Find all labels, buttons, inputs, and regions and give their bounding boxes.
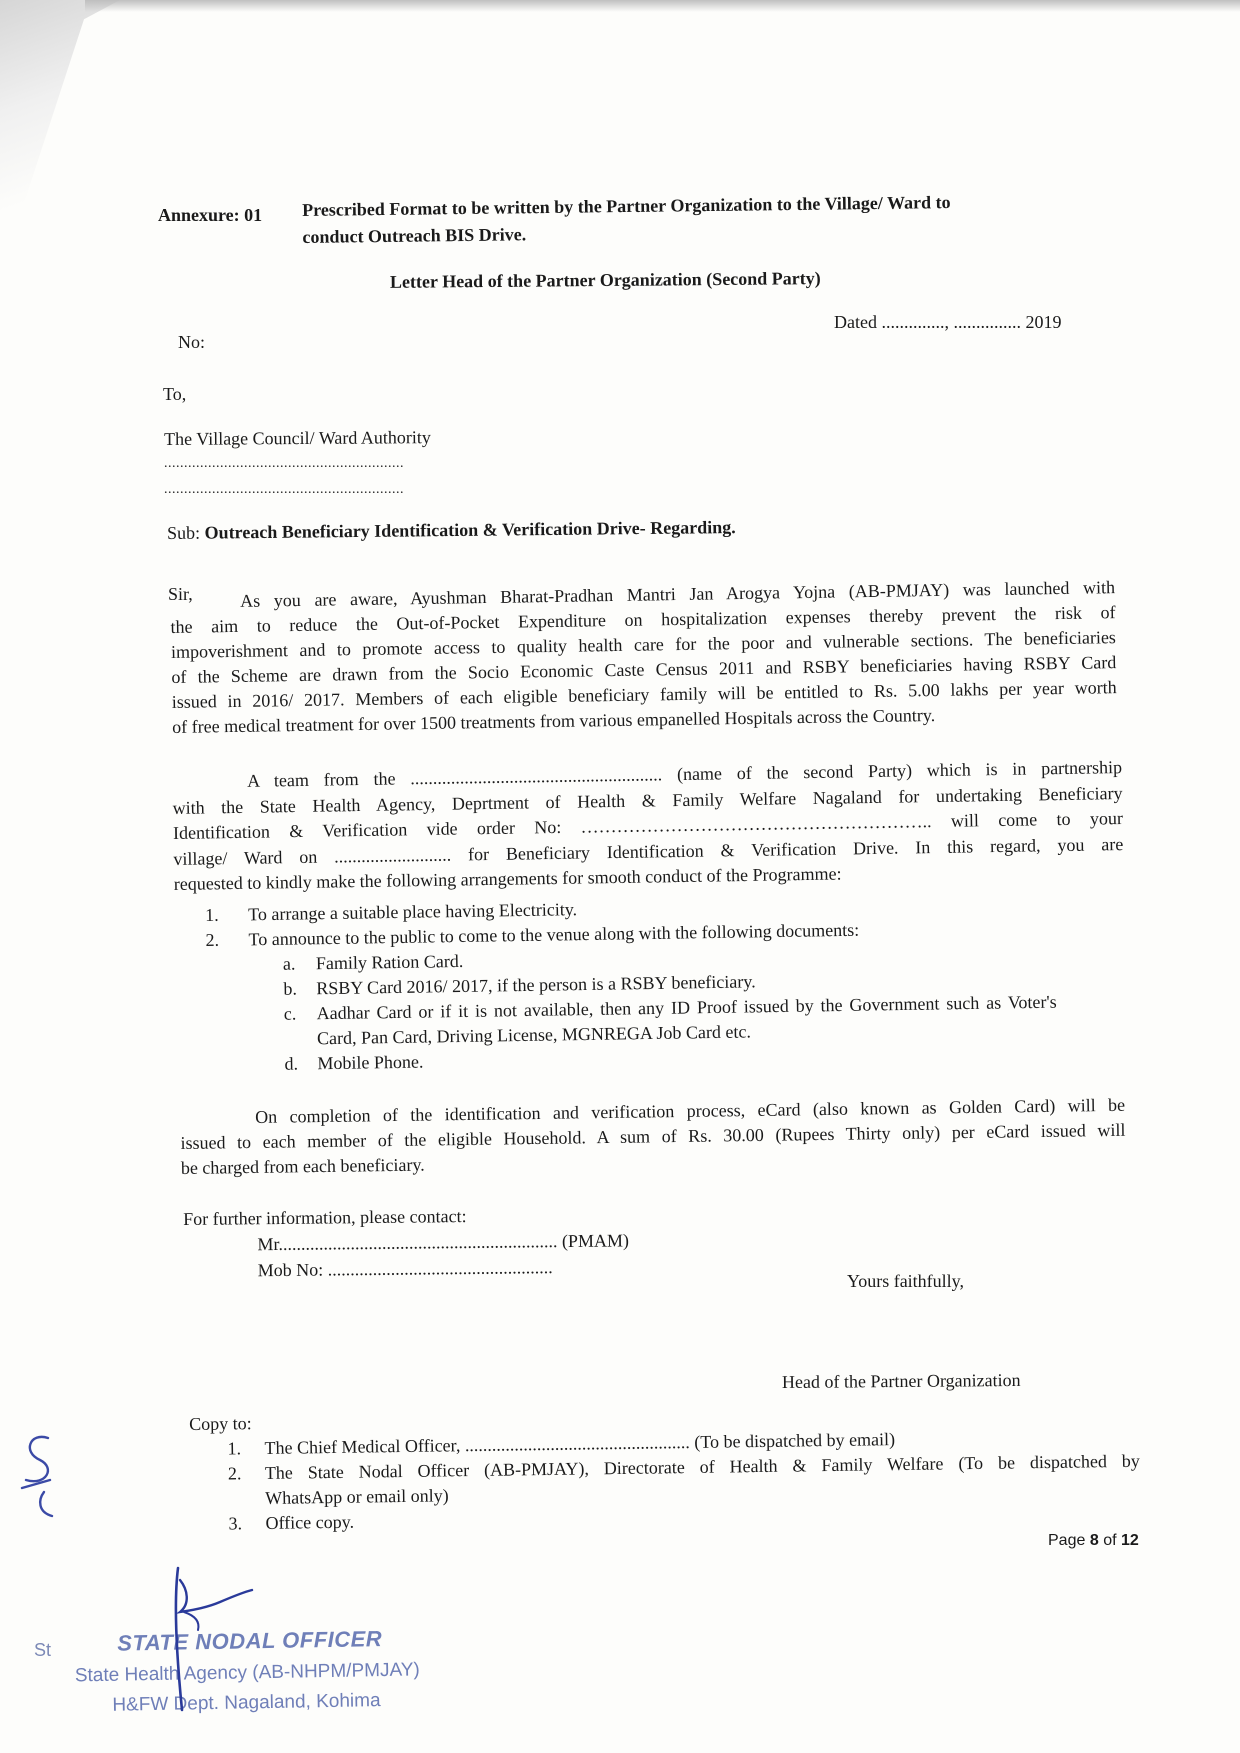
paragraph-3-line: issued to each member of the eligible Household. A sum of Rs. 30.00 (Rupees Thirty only) per eCard issued will	[180, 1119, 1126, 1153]
closing: Yours faithfully,	[847, 1271, 965, 1291]
list-item-number: 3.	[228, 1513, 243, 1534]
paragraph-1-line: As you are aware, Ayushman Bharat-Pradhan Mantri Jan Arogya Yojna (AB-PMJAY) was launched with	[240, 577, 1116, 611]
letterhead-title: Letter Head of the Partner Organization (Second Party)	[389, 268, 821, 292]
paragraph-2-line: village/ Ward on .......................... for Beneficiary Identification & Verification Drive. In this regard, you are	[173, 833, 1124, 869]
handwritten-margin-mark	[8, 1430, 68, 1520]
page-number	[1048, 1532, 1139, 1550]
to-line: To,	[163, 384, 187, 404]
paragraph-1-line: of the Scheme are drawn from the Socio Economic Caste Census 2011 and RSBY beneficiaries having RSBY Card	[171, 652, 1117, 687]
list-item-number: 1.	[205, 904, 219, 925]
arrangements-list	[205, 890, 1058, 1078]
list-item-text-line: WhatsApp or email only)	[265, 1485, 449, 1508]
paragraph-1-line: issued in 2016/ 2017. Members of each eligible beneficiary family will be entitled to Rs. 5.00 lakhs per year worth	[171, 677, 1117, 712]
list-item-letter: d.	[284, 1053, 299, 1074]
list-item-letter: c.	[283, 1003, 297, 1024]
paragraph-3	[180, 1093, 1126, 1181]
list-item-text: To arrange a suitable place having Electricity.	[248, 899, 578, 925]
list-item-text-line: Aadhar Card or if it is not available, then any ID Proof issued by the Government such as Voter's	[316, 991, 1057, 1024]
page-label: Page	[1048, 1532, 1086, 1549]
list-item-text: To announce to the public to come to the venue along with the following documents:	[248, 919, 860, 950]
list-item-letter: b.	[283, 978, 298, 999]
stamp-fragment: St	[34, 1640, 52, 1660]
paragraph-2	[172, 755, 1124, 897]
signatory: Head of the Partner Organization	[781, 1369, 1021, 1393]
scan-shadow-top	[85, 0, 1240, 12]
stamp-line-3: H&FW Dept. Nagaland, Kohima	[112, 1690, 381, 1716]
paragraph-1-line: the aim to reduce the Out-of-Pocket Expenditure on hospitalization expenses thereby prevent the risk of	[170, 602, 1116, 637]
list-item-letter: a.	[282, 953, 296, 974]
annexure-title-line1: Prescribed Format to be written by the Partner Organization to the Village/ Ward to	[302, 192, 951, 220]
contact-intro: For further information, please contact:	[183, 1206, 467, 1229]
address-blank-2: ............................................................	[164, 482, 404, 497]
subject-text: Outreach Beneficiary Identification & Verification Drive- Regarding.	[204, 517, 736, 543]
signature	[140, 1560, 260, 1730]
list-item-text: Family Ration Card.	[315, 950, 464, 974]
page-total: 12	[1120, 1532, 1139, 1549]
annexure-title-line2: conduct Outreach BIS Drive.	[302, 224, 527, 247]
list-item-number: 2.	[205, 929, 220, 950]
stamp-line-2: State Health Agency (AB-NHPM/PMJAY)	[74, 1659, 420, 1687]
paragraph-1-line: of free medical treatment for over 1500 treatments from various empanelled Hospitals across the Country.	[171, 704, 936, 737]
list-item-text: Mobile Phone.	[317, 1051, 424, 1074]
subject-line	[167, 517, 736, 544]
annexure-label: Annexure: 01	[158, 205, 263, 225]
list-item-number: 2.	[227, 1463, 242, 1484]
salutation: Sir,	[168, 584, 193, 604]
paragraph-1-line: impoverishment and to promote access to quality health care for the poor and vulnerable sections. The beneficiaries	[170, 627, 1117, 662]
copy-to-label: Copy to:	[189, 1413, 252, 1434]
contact-block	[183, 1201, 629, 1284]
reference-no: No:	[178, 332, 205, 352]
address-blank-1: ............................................................	[164, 456, 404, 471]
paragraph-3-line: On completion of the identification and verification process, eCard (also known as Golden Card) will be	[255, 1094, 1126, 1127]
page-current: 8	[1089, 1532, 1099, 1549]
contact-mobile: Mob No: ..................................................	[257, 1257, 553, 1281]
dated-line: Dated .............., ............... 2019	[834, 312, 1062, 332]
scan-shadow	[0, 0, 120, 240]
list-item-text: RSBY Card 2016/ 2017, if the person is a RSBY beneficiary.	[316, 971, 756, 999]
addressee: The Village Council/ Ward Authority	[164, 427, 431, 449]
paragraph-2-line: A team from the ........................................................ (name of the second Party) which is in partnership	[247, 757, 1123, 791]
list-item-text: Office copy.	[265, 1511, 355, 1533]
subject-prefix: Sub:	[167, 522, 201, 543]
paragraph-1	[170, 575, 1117, 740]
list-item-number: 1.	[227, 1438, 242, 1459]
list-item-text-line: Card, Pan Card, Driving License, MGNREGA Job Card etc.	[316, 1021, 752, 1049]
documents-list	[283, 940, 1058, 1077]
paragraph-3-line: be charged from each beneficiary.	[180, 1154, 425, 1178]
annexure-title	[302, 188, 1043, 251]
contact-name: Mr.............................................................. (PMAM)	[257, 1230, 630, 1255]
page-of: of	[1103, 1532, 1117, 1549]
list-item-text-line: The State Nodal Officer (AB-PMJAY), Directorate of Health & Family Welfare (To be dispatched by	[264, 1450, 1140, 1483]
official-stamp	[69, 1625, 471, 1742]
list-item-text: The Chief Medical Officer, .................................................. (To be dispatched by email)	[264, 1429, 896, 1458]
paragraph-2-line: requested to kindly make the following arrangements for smooth conduct of the Programme:	[173, 863, 842, 894]
stamp-line-1: STATE NODAL OFFICER	[117, 1626, 383, 1656]
copy-to-block	[189, 1399, 1141, 1537]
paragraph-2-line: Identification & Verification vide order No: ………………………………………………….. will come to your	[172, 808, 1124, 843]
paragraph-2-line: with the State Health Agency, Deprtment of Health & Family Welfare Nagaland for undertaking Beneficiary	[172, 782, 1123, 818]
